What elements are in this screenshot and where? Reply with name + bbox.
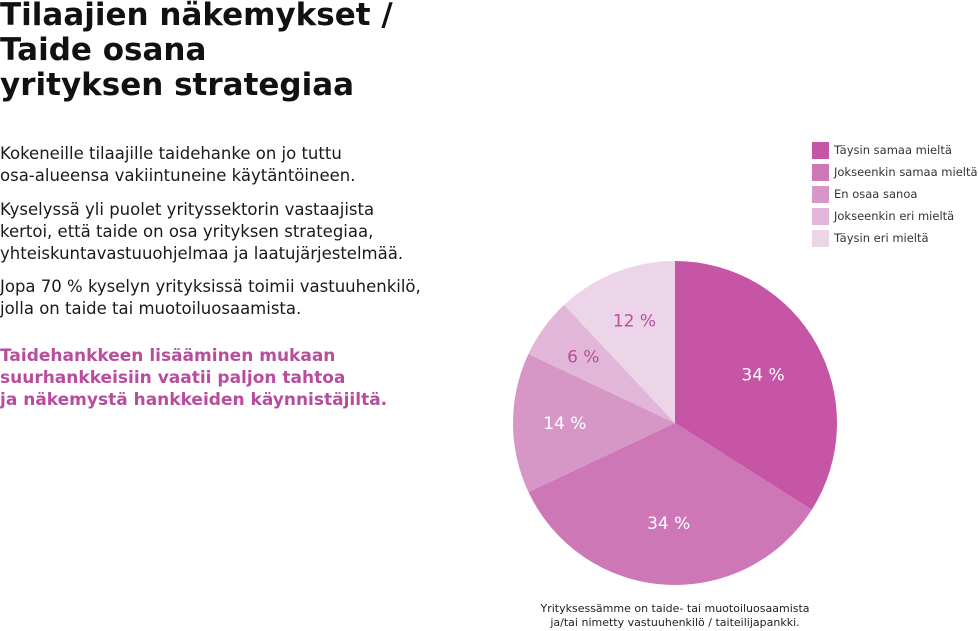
slice-value-label: 34 % — [647, 514, 691, 535]
legend-swatch — [812, 164, 829, 181]
legend-swatch — [812, 186, 829, 203]
slice-value-label: 6 % — [567, 347, 600, 368]
legend-label: Täysin eri mieltä — [834, 231, 929, 245]
text-line: Kokeneille tilaajille taidehanke on jo tuttu — [0, 144, 342, 163]
caption-line: ja/tai nimetty vastuuhenkilö / taiteilijapankki. — [550, 616, 800, 629]
title-line: Taide osana — [0, 32, 207, 68]
title-line: yrityksen strategiaa — [0, 67, 355, 103]
text-line: Kyselyssä yli puolet yrityssektorin vastaajista — [0, 200, 375, 219]
title-line: Tilaajien näkemykset / — [0, 0, 393, 33]
slice-value-label: 14 % — [543, 414, 587, 434]
legend-swatch — [812, 208, 829, 225]
text-line: yhteiskuntavastuuohjelmaa ja laatujärjestelmää. — [0, 244, 404, 263]
text-line: ja näkemystä hankkeiden käynnistäjiltä. — [0, 390, 388, 410]
slice-value-label: 12 % — [612, 311, 657, 332]
caption-line: Yrityksessämme on taide- tai muotoiluosaamista — [540, 602, 810, 615]
legend-swatch — [812, 230, 829, 247]
legend-swatch — [812, 142, 829, 159]
text-line: Jopa 70 % kyselyn yrityksissä toimii vastuuhenkilö, — [0, 277, 421, 296]
text-line: suurhankkeisiin vaatii paljon tahtoa — [0, 368, 346, 388]
slice-value-label: 34 % — [741, 365, 785, 386]
chart-caption — [540, 602, 810, 630]
legend-label: En osaa sanoa — [834, 187, 918, 201]
legend-label: Jokseenkin samaa mieltä — [834, 165, 978, 179]
text-line: Taidehankkeen lisääminen mukaan — [0, 346, 336, 366]
text-line: osa-alueensa vakiintuneine käytäntöineen. — [0, 166, 356, 185]
text-line: kertoi, että taide on osa yrityksen strategiaa, — [0, 222, 374, 241]
text-line: jolla on taide tai muotoiluosaamista. — [0, 299, 302, 318]
legend-label: Täysin samaa mieltä — [834, 143, 952, 157]
legend-label: Jokseenkin eri mieltä — [834, 209, 955, 223]
